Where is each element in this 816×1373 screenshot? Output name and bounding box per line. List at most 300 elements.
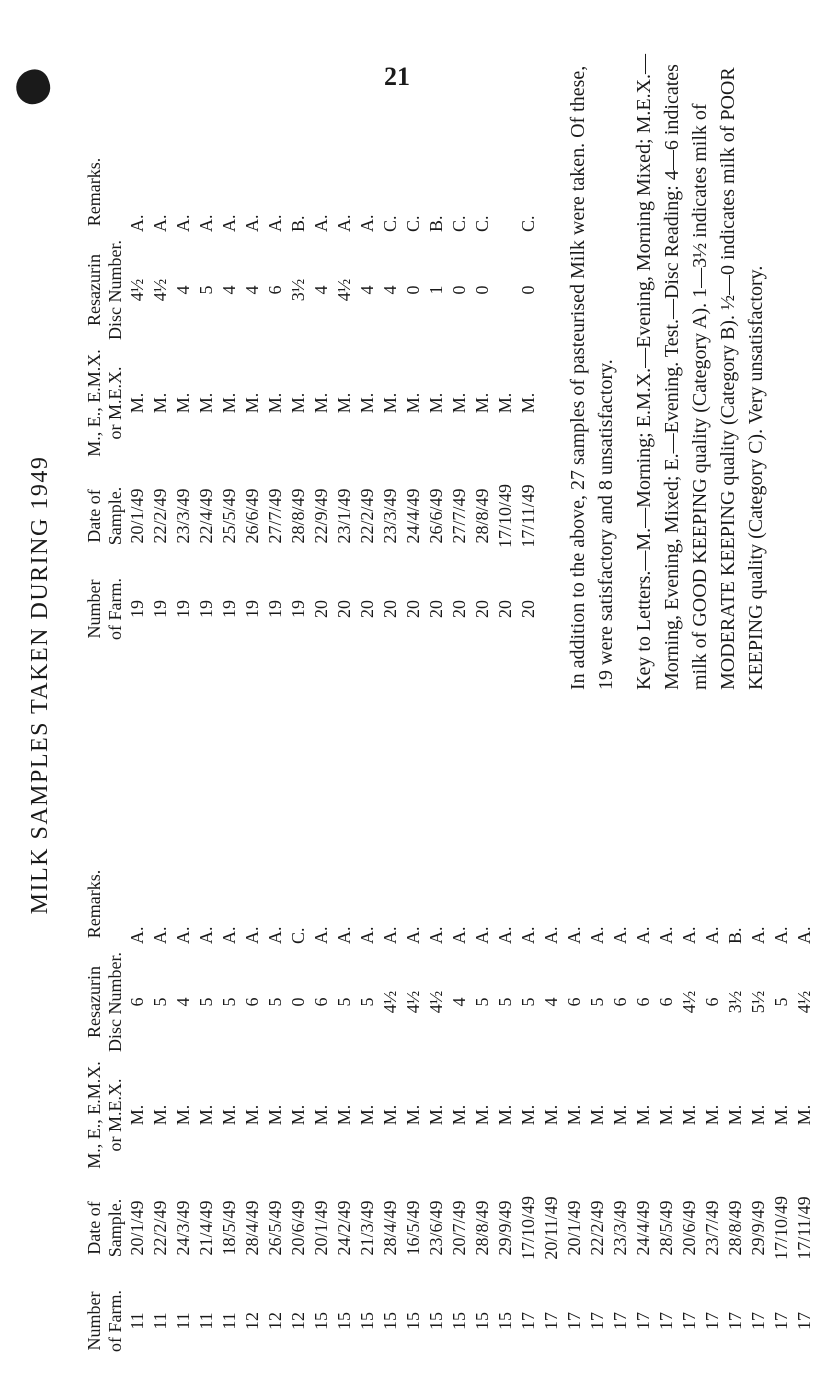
sample-time: M.: [357, 392, 377, 414]
farm-number: 17: [564, 1312, 584, 1330]
disc-number: 6: [702, 997, 722, 1007]
sample-date: 28/5/49: [656, 1200, 676, 1256]
disc-number: 4: [173, 997, 193, 1007]
remark: A.: [426, 926, 446, 944]
remark: A.: [449, 926, 469, 944]
table-row: [333, 148, 356, 648]
sample-date: 22/4/49: [196, 488, 216, 544]
disc-number: 6: [564, 997, 584, 1007]
disc-number: 5: [518, 997, 538, 1007]
table-row: [471, 148, 494, 648]
sample-date: 22/2/49: [150, 488, 170, 544]
sample-time: M.: [150, 1104, 170, 1126]
table-row: [701, 860, 724, 1360]
table-row: [241, 148, 264, 648]
table-row: [747, 860, 770, 1360]
page-title: MILK SAMPLES TAKEN DURING 1949: [27, 455, 53, 915]
disc-number: 6: [656, 997, 676, 1007]
sample-time: M.: [518, 392, 538, 414]
sample-date: 22/2/49: [150, 1200, 170, 1256]
farm-number: 15: [357, 1312, 377, 1330]
table-row: [195, 148, 218, 648]
disc-number: 5: [495, 997, 515, 1007]
remark: A.: [656, 926, 676, 944]
disc-number: 6: [242, 997, 262, 1007]
farm-number: 17: [748, 1312, 768, 1330]
farm-number: 17: [725, 1312, 745, 1330]
table-row: [540, 860, 563, 1360]
table-row: [655, 860, 678, 1360]
remark: C.: [288, 927, 308, 944]
remark: A.: [334, 926, 354, 944]
right-table-header: [84, 148, 126, 648]
table-row: [586, 860, 609, 1360]
table-row: [425, 860, 448, 1360]
sample-date: 28/8/49: [725, 1200, 745, 1256]
sample-date: 26/5/49: [265, 1200, 285, 1256]
disc-number: 6: [265, 285, 285, 295]
sample-date: 26/6/49: [426, 488, 446, 544]
farm-number: 15: [311, 1312, 331, 1330]
farm-number: 15: [380, 1312, 400, 1330]
table-row: [126, 860, 149, 1360]
disc-number: 0: [449, 285, 469, 295]
disc-number: 4½: [426, 990, 446, 1014]
col-remarks: Remarks.: [84, 157, 104, 227]
table-row: [494, 860, 517, 1360]
disc-number: 4: [449, 997, 469, 1007]
notes-block: [564, 50, 776, 690]
farm-number: 20: [518, 600, 538, 618]
sample-date: 27/7/49: [265, 488, 285, 544]
farm-number: 20: [380, 600, 400, 618]
table-row: [678, 860, 701, 1360]
sample-date: 20/6/49: [679, 1200, 699, 1256]
farm-number: 19: [288, 600, 308, 618]
farm-number: 15: [403, 1312, 423, 1330]
sample-date: 28/4/49: [380, 1200, 400, 1256]
sample-time: M.: [426, 1104, 446, 1126]
sample-time: M.: [127, 392, 147, 414]
left-table-block: [84, 860, 816, 1360]
farm-number: 15: [426, 1312, 446, 1330]
disc-number: 5: [196, 997, 216, 1007]
farm-number: 11: [219, 1312, 239, 1330]
table-row: [287, 860, 310, 1360]
farm-number: 17: [679, 1312, 699, 1330]
remark: C.: [380, 215, 400, 232]
remark: A.: [679, 926, 699, 944]
sample-date: 28/4/49: [242, 1200, 262, 1256]
disc-number: 5: [334, 997, 354, 1007]
farm-number: 11: [150, 1312, 170, 1330]
table-row: [517, 148, 540, 648]
sample-time: M.: [334, 392, 354, 414]
sample-time: M.: [219, 1104, 239, 1126]
sample-date: 17/10/49: [518, 1196, 538, 1261]
disc-number: 5: [150, 997, 170, 1007]
table-row: [494, 148, 517, 648]
sample-date: 22/2/49: [357, 488, 377, 544]
sample-time: M.: [334, 1104, 354, 1126]
farm-number: 17: [656, 1312, 676, 1330]
sample-date: 28/8/49: [472, 488, 492, 544]
left-table-body: [126, 860, 816, 1360]
sample-time: M.: [748, 1104, 768, 1126]
table-row: [310, 148, 333, 648]
sample-time: M.: [242, 392, 262, 414]
disc-number: 5: [196, 285, 216, 295]
sample-date: 23/6/49: [426, 1200, 446, 1256]
sample-time: M.: [173, 392, 193, 414]
sample-time: M.: [495, 392, 515, 414]
sample-time: M.: [564, 1104, 584, 1126]
disc-number: 4½: [679, 990, 699, 1014]
sample-time: M.: [472, 1104, 492, 1126]
farm-number: 17: [541, 1312, 561, 1330]
remark: B.: [288, 215, 308, 232]
sample-time: M.: [311, 392, 331, 414]
disc-number: 6: [610, 997, 630, 1007]
table-row: [770, 860, 793, 1360]
remark: C.: [403, 215, 423, 232]
remark: A.: [173, 926, 193, 944]
farm-number: 19: [127, 600, 147, 618]
disc-number: 4: [357, 285, 377, 295]
key-note: Key to Letters.—M.—Morning; E.M.X.—Evening, Morning Mixed; M.E.X.—Morning, Evening, Mixed; E.—Evening. Test.—Disc Reading: 4—6 indicates milk of GOOD KEEPING quality (Category A). 1—3½ indicates milk of MODERATE KEEPING quality (Category B). ½—0 indicates milk of POOR KEEPING quality (Category C). Very unsatisfactory.: [633, 53, 767, 690]
disc-number: 0: [472, 285, 492, 295]
table-row: [793, 860, 816, 1360]
disc-number: 5: [771, 997, 791, 1007]
sample-time: M.: [173, 1104, 193, 1126]
table-row: [149, 148, 172, 648]
sample-date: 17/11/49: [794, 1196, 814, 1260]
right-table-body: [126, 148, 540, 648]
sample-time: M.: [449, 1104, 469, 1126]
farm-number: 20: [472, 600, 492, 618]
disc-number: 4: [219, 285, 239, 295]
sample-date: 17/10/49: [495, 484, 515, 549]
disc-number: 6: [127, 997, 147, 1007]
disc-number: 0: [518, 285, 538, 295]
disc-number: 3½: [288, 278, 308, 302]
remark: A.: [196, 214, 216, 232]
sample-time: M.: [518, 1104, 538, 1126]
sample-date: 17/11/49: [518, 484, 538, 548]
farm-number: 12: [288, 1312, 308, 1330]
table-row: [264, 860, 287, 1360]
table-row: [517, 860, 540, 1360]
farm-number: 15: [334, 1312, 354, 1330]
page-number: 21: [384, 62, 410, 91]
farm-number: 17: [587, 1312, 607, 1330]
sample-date: 26/6/49: [242, 488, 262, 544]
remark: A.: [794, 926, 814, 944]
sample-time: M.: [771, 1104, 791, 1126]
farm-number: 19: [242, 600, 262, 618]
remark: A.: [541, 926, 561, 944]
remark: A.: [127, 926, 147, 944]
sample-date: 20/7/49: [449, 1200, 469, 1256]
remark: B.: [426, 215, 446, 232]
disc-number: 0: [403, 285, 423, 295]
farm-number: 20: [311, 600, 331, 618]
remark: A.: [357, 214, 377, 232]
sample-time: M.: [196, 392, 216, 414]
sample-date: 25/5/49: [219, 488, 239, 544]
sample-date: 16/5/49: [403, 1200, 423, 1256]
farm-number: 20: [357, 600, 377, 618]
farm-number: 17: [794, 1312, 814, 1330]
remark: A.: [357, 926, 377, 944]
sample-time: M.: [449, 392, 469, 414]
farm-number: 19: [265, 600, 285, 618]
remark: A.: [311, 926, 331, 944]
remark: A.: [219, 926, 239, 944]
table-row: [310, 860, 333, 1360]
remark: A.: [495, 926, 515, 944]
farm-number: 15: [472, 1312, 492, 1330]
disc-number: 5½: [748, 990, 768, 1014]
sample-time: M.: [403, 1104, 423, 1126]
sample-date: 20/1/49: [311, 1200, 331, 1256]
remark: A.: [564, 926, 584, 944]
sample-date: 29/9/49: [495, 1200, 515, 1256]
sample-date: 23/1/49: [334, 488, 354, 544]
table-row: [402, 860, 425, 1360]
right-table: [84, 148, 540, 648]
col-mex: M., E., E.M.X. or M.E.X.: [84, 1061, 125, 1169]
remark: A.: [242, 926, 262, 944]
farm-number: 19: [196, 600, 216, 618]
sample-date: 22/2/49: [587, 1200, 607, 1256]
farm-number: 20: [426, 600, 446, 618]
remark: A.: [311, 214, 331, 232]
disc-number: 6: [311, 997, 331, 1007]
table-row: [333, 860, 356, 1360]
sample-time: M.: [380, 1104, 400, 1126]
table-row: [218, 148, 241, 648]
sample-date: 21/4/49: [196, 1200, 216, 1256]
disc-number: 5: [219, 997, 239, 1007]
sample-date: 23/3/49: [173, 488, 193, 544]
remark: A.: [472, 926, 492, 944]
disc-number: 4½: [127, 278, 147, 302]
sample-time: M.: [495, 1104, 515, 1126]
disc-number: 1: [426, 285, 446, 295]
table-row: [724, 860, 747, 1360]
disc-number: 5: [587, 997, 607, 1007]
sample-time: M.: [610, 1104, 630, 1126]
sample-time: M.: [403, 392, 423, 414]
table-row: [356, 148, 379, 648]
sample-time: M.: [288, 392, 308, 414]
sample-date: 28/8/49: [472, 1200, 492, 1256]
table-row: [195, 860, 218, 1360]
remark: A.: [748, 926, 768, 944]
summary-note: In addition to the above, 27 samples of pasteurised Milk were taken. Of these, 19 were satisfactory and 8 unsatisfactory.: [567, 65, 617, 690]
sample-date: 23/7/49: [702, 1200, 722, 1256]
farm-number: 11: [173, 1312, 193, 1330]
table-row: [287, 148, 310, 648]
disc-number: 4: [242, 285, 262, 295]
table-row: [172, 860, 195, 1360]
sample-time: M.: [633, 1104, 653, 1126]
sample-date: 22/9/49: [311, 488, 331, 544]
disc-number: 5: [472, 997, 492, 1007]
farm-number: 19: [173, 600, 193, 618]
sample-time: M.: [242, 1104, 262, 1126]
col-farm: Number of Farm.: [84, 578, 125, 640]
col-remarks: Remarks.: [84, 869, 104, 939]
table-row: [264, 148, 287, 648]
col-farm: Number of Farm.: [84, 1290, 125, 1352]
disc-number: 4½: [334, 278, 354, 302]
disc-number: 3½: [725, 990, 745, 1014]
remark: A.: [771, 926, 791, 944]
sample-date: 20/11/49: [541, 1196, 561, 1260]
right-table-block: [84, 148, 540, 648]
sample-date: 20/1/49: [127, 488, 147, 544]
farm-number: 20: [334, 600, 354, 618]
sample-time: M.: [679, 1104, 699, 1126]
table-row: [149, 860, 172, 1360]
remark: A.: [173, 214, 193, 232]
disc-number: 5: [357, 997, 377, 1007]
sample-time: M.: [127, 1104, 147, 1126]
remark: A.: [702, 926, 722, 944]
farm-number: 15: [449, 1312, 469, 1330]
farm-number: 17: [771, 1312, 791, 1330]
sample-time: M.: [150, 392, 170, 414]
col-disc: Resazurin Disc Number.: [84, 240, 125, 340]
sample-date: 24/4/49: [633, 1200, 653, 1256]
farm-number: 12: [265, 1312, 285, 1330]
table-row: [448, 148, 471, 648]
table-row: [241, 860, 264, 1360]
remark: A.: [150, 214, 170, 232]
table-row: [563, 860, 586, 1360]
remark: A.: [403, 926, 423, 944]
remark: A.: [265, 214, 285, 232]
sample-date: 23/3/49: [380, 488, 400, 544]
farm-number: 17: [610, 1312, 630, 1330]
left-table-header: [84, 860, 126, 1360]
sample-date: 20/1/49: [127, 1200, 147, 1256]
sample-time: M.: [426, 392, 446, 414]
farm-number: 20: [495, 600, 515, 618]
sample-time: M.: [656, 1104, 676, 1126]
disc-number: [494, 236, 517, 344]
farm-number: 11: [127, 1312, 147, 1330]
sample-time: M.: [380, 392, 400, 414]
remark: A.: [633, 926, 653, 944]
disc-number: 0: [288, 997, 308, 1007]
farm-number: 11: [196, 1312, 216, 1330]
sample-date: 29/9/49: [748, 1200, 768, 1256]
table-row: [126, 148, 149, 648]
table-row: [402, 148, 425, 648]
disc-number: 4½: [794, 990, 814, 1014]
col-mex: M., E., E.M.X. or M.E.X.: [84, 349, 125, 457]
sample-date: 28/8/49: [288, 488, 308, 544]
sample-time: M.: [357, 1104, 377, 1126]
sample-time: M.: [702, 1104, 722, 1126]
remark: A.: [380, 926, 400, 944]
col-date: Date of Sample.: [84, 1198, 125, 1258]
sample-date: 18/5/49: [219, 1200, 239, 1256]
sample-time: M.: [219, 392, 239, 414]
remark: A.: [265, 926, 285, 944]
sample-date: 24/2/49: [334, 1200, 354, 1256]
remark: B.: [725, 927, 745, 944]
disc-number: 4: [173, 285, 193, 295]
farm-number: 15: [495, 1312, 515, 1330]
remark: A.: [219, 214, 239, 232]
remark: C.: [472, 215, 492, 232]
disc-number: 4½: [403, 990, 423, 1014]
sample-time: M.: [794, 1104, 814, 1126]
sample-time: M.: [311, 1104, 331, 1126]
disc-number: 4: [380, 285, 400, 295]
sample-date: 21/3/49: [357, 1200, 377, 1256]
sample-time: M.: [472, 392, 492, 414]
disc-number: 6: [633, 997, 653, 1007]
sample-date: 27/7/49: [449, 488, 469, 544]
table-row: [379, 148, 402, 648]
remark: A.: [196, 926, 216, 944]
table-row: [471, 860, 494, 1360]
remark: C.: [449, 215, 469, 232]
table-row: [632, 860, 655, 1360]
table-row: [448, 860, 471, 1360]
remark: [494, 148, 517, 236]
sample-time: M.: [541, 1104, 561, 1126]
sample-time: M.: [288, 1104, 308, 1126]
remark: C.: [518, 215, 538, 232]
farm-number: 17: [702, 1312, 722, 1330]
table-row: [425, 148, 448, 648]
table-row: [218, 860, 241, 1360]
sample-date: 17/10/49: [771, 1196, 791, 1261]
remark: A.: [610, 926, 630, 944]
disc-number: 5: [265, 997, 285, 1007]
remark: A.: [127, 214, 147, 232]
farm-number: 20: [449, 600, 469, 618]
sample-date: 20/1/49: [564, 1200, 584, 1256]
disc-number: 4½: [380, 990, 400, 1014]
remark: A.: [587, 926, 607, 944]
sample-time: M.: [265, 1104, 285, 1126]
table-row: [172, 148, 195, 648]
table-row: [356, 860, 379, 1360]
table-row: [609, 860, 632, 1360]
farm-number: 19: [219, 600, 239, 618]
remark: A.: [242, 214, 262, 232]
sample-time: M.: [725, 1104, 745, 1126]
left-table: [84, 860, 816, 1360]
col-disc: Resazurin Disc Number.: [84, 952, 125, 1052]
disc-number: 4½: [150, 278, 170, 302]
farm-number: 19: [150, 600, 170, 618]
sample-date: 24/4/49: [403, 488, 423, 544]
sample-date: 20/6/49: [288, 1200, 308, 1256]
disc-number: 4: [541, 997, 561, 1007]
farm-number: 17: [633, 1312, 653, 1330]
remark: A.: [518, 926, 538, 944]
farm-number: 17: [518, 1312, 538, 1330]
sample-time: M.: [587, 1104, 607, 1126]
